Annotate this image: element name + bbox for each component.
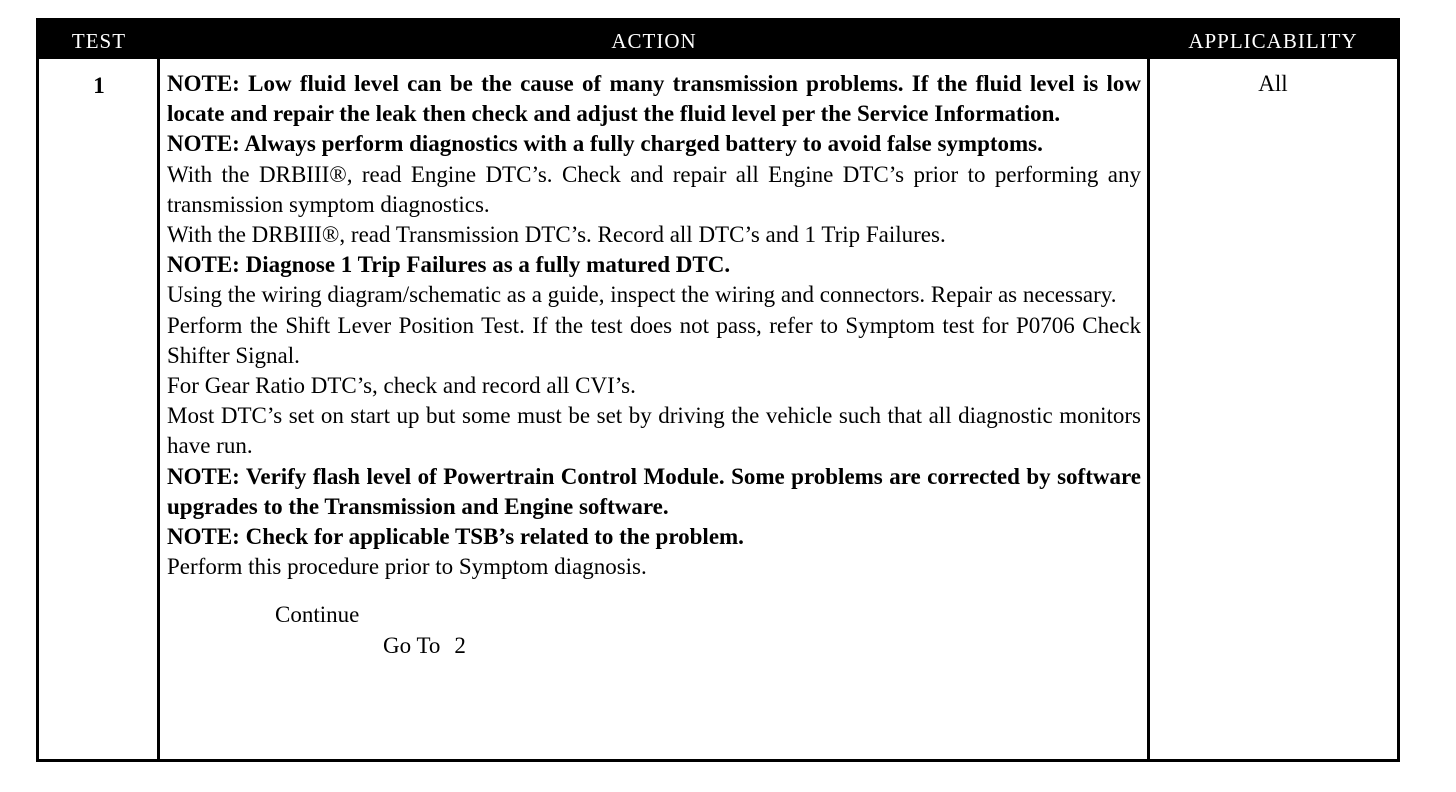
goto-instruction [167, 631, 1141, 661]
action-paragraph: NOTE: Verify flash level of Powertrain Control Module. Some problems are corrected by software upgrades to the Transmission and Engine software. [167, 463, 1141, 519]
action-paragraph: NOTE: Check for applicable TSB’s related to the problem. [167, 524, 744, 550]
action-paragraph: NOTE: Always perform diagnostics with a fully charged battery to avoid false symptoms. [167, 131, 1043, 157]
action-paragraph: With the DRBIII®, read Transmission DTC’s. Record all DTC’s and 1 Trip Failures. [167, 222, 946, 248]
action-cell [167, 69, 1141, 661]
action-paragraph: NOTE: Diagnose 1 Trip Failures as a fully matured DTC. [167, 252, 731, 278]
goto-target: 2 [454, 632, 466, 658]
applicability-value: All [1258, 71, 1288, 96]
action-paragraph: Most DTC’s set on start up but some must be set by driving the vehicle such that all diagnostic monitors have run. [167, 403, 1141, 459]
action-paragraph: Perform the Shift Lever Position Test. If the test does not pass, refer to Symptom test for P0706 Check Shifter Signal. [167, 312, 1141, 368]
diagnostic-test-table [36, 18, 1400, 762]
goto-label: Go To [383, 632, 441, 658]
header-applicability: APPLICABILITY [1188, 29, 1358, 53]
header-test: TEST [71, 29, 127, 53]
action-paragraph: NOTE: Low fluid level can be the cause of many transmission problems. If the fluid level is low locate and repair the leak then check and adjust the fluid level per the Service Information. [167, 71, 1141, 127]
action-paragraph: With the DRBIII®, read Engine DTC’s. Check and repair all Engine DTC’s prior to performing any transmission symptom diagnostics. [167, 161, 1141, 217]
action-paragraph: Perform this procedure prior to Symptom diagnosis. [167, 554, 647, 580]
table-header-row [39, 21, 1397, 59]
action-paragraph: For Gear Ratio DTC’s, check and record all CVI’s. [167, 373, 636, 399]
header-action: ACTION [611, 29, 697, 53]
column-divider [1147, 59, 1150, 759]
column-divider [157, 59, 160, 759]
action-paragraph: Using the wiring diagram/schematic as a guide, inspect the wiring and connectors. Repair as necessary. [167, 282, 1117, 308]
table-row [39, 59, 1397, 759]
continue-label: Continue [275, 602, 360, 628]
test-number: 1 [93, 73, 105, 98]
